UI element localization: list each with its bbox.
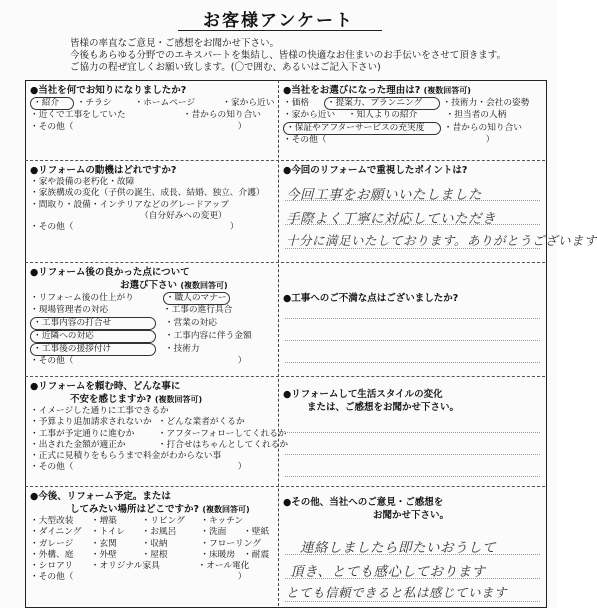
intro-line: ご協力の程ぜ宜しくお願い致します。(〇で囲む、あるいはご記入下さい): [70, 62, 381, 73]
intro-line: 今後もあらゆる分野でのエキスパートを集結し、皆様の快適なお住まいのお手伝いをさせて頂きます。: [70, 50, 507, 61]
option-row: [30, 572, 275, 583]
option-upgrade-note: （自分好みへの変更）: [140, 210, 227, 221]
question-heading: [30, 393, 275, 406]
question-comments: [283, 496, 543, 526]
question-future-plans: [30, 490, 275, 604]
option-row: [30, 516, 275, 527]
heading-note: (複数回答可): [154, 395, 203, 404]
option-aging[interactable]: ・家や設備の老朽化・故障: [30, 177, 135, 187]
option-storage[interactable]: ・収納: [141, 538, 168, 549]
question-concerns: [30, 380, 289, 486]
heading-text: ●当社をお選びになった理由は?: [283, 85, 421, 96]
option-row: [30, 428, 287, 440]
option-row: [283, 97, 543, 110]
option-renovation[interactable]: ・大型改装: [30, 516, 74, 526]
option-aftercare[interactable]: ・アフターフォローしてくれるか: [157, 428, 287, 439]
option-nearby-construction[interactable]: ・近くで工事をしていた: [30, 110, 126, 121]
heading-note: (複数回答可): [180, 281, 228, 290]
question-heading: または、ご感想をお聞かせ下さい。: [307, 402, 460, 413]
option-sales[interactable]: ・営業の対応: [164, 317, 217, 328]
option-fair-price[interactable]: ・出された金額が適正か: [30, 439, 126, 450]
question-heading: [30, 279, 275, 292]
option-all-electric[interactable]: ・オール電化: [197, 561, 250, 572]
heading-note: (複数回答可): [202, 505, 250, 514]
option-row: [30, 539, 275, 550]
option-price[interactable]: ・価格: [283, 98, 310, 108]
option-other-close: ）: [237, 572, 247, 583]
option-other-close: ）: [237, 356, 247, 367]
option-other[interactable]: ・その他（: [30, 572, 74, 583]
option-extension[interactable]: ・増築: [90, 516, 117, 526]
option-row: [30, 527, 275, 538]
section-divider: [25, 262, 545, 263]
option-row: [30, 305, 275, 316]
option-exterior-garden[interactable]: ・外構、庭: [30, 549, 74, 560]
handwritten-answer: 頂き、とても感心しております: [290, 564, 486, 580]
answer-line: [285, 318, 540, 319]
question-lifestyle: [283, 388, 543, 418]
intro-text: [70, 38, 540, 74]
option-row: [30, 462, 275, 473]
option-near-home[interactable]: ・家から近い: [222, 98, 275, 108]
question-good-points: [30, 266, 275, 374]
option-row: [30, 97, 275, 110]
option-living[interactable]: ・リビング: [141, 516, 185, 526]
option-meeting[interactable]: ・打合せはちゃんとしてくれるか: [157, 439, 289, 450]
option-flyer[interactable]: ・チラシ: [76, 98, 112, 108]
option-craftsman-manners[interactable]: ・職人のマナー: [163, 292, 230, 305]
option-finish[interactable]: ・リフォーム後の仕上がり: [30, 293, 134, 303]
option-exterior-wall[interactable]: ・外壁: [90, 549, 117, 560]
option-aftercare[interactable]: ・保証やアフターサービスの充実度: [283, 122, 441, 135]
option-row: [30, 292, 275, 305]
option-proposal[interactable]: ・提案力、プランニング: [324, 97, 440, 110]
option-other[interactable]: ・その他（: [30, 121, 74, 132]
question-heading: ●リフォームして生活スタイルの変化: [283, 389, 443, 400]
option-custom-furniture[interactable]: ・オリジナル家具: [90, 561, 160, 572]
option-extra-charge[interactable]: ・予算より追加請求されないか: [30, 417, 152, 428]
handwritten-answer: とても信頼できると私は感じています: [286, 585, 508, 600]
question-heading: お聞かせ下さい。: [373, 510, 450, 521]
option-bath[interactable]: ・お風呂: [141, 527, 177, 538]
heading-text: 不安を感じますか?: [70, 394, 152, 405]
option-unknown-price[interactable]: ・正式に見積りをもらうまで料金がわからない事: [30, 451, 222, 462]
option-contractor[interactable]: ・どんな業者がくるか: [157, 417, 245, 428]
option-row: [30, 110, 275, 121]
answer-line: [285, 601, 540, 602]
question-heading: ●リフォームを頼む時、どんな事に: [30, 381, 181, 392]
option-staff-personality[interactable]: ・担当者の人柄: [445, 110, 507, 121]
option-row: [30, 122, 275, 133]
question-dissatisfaction: [283, 292, 543, 312]
option-garage[interactable]: ・ガレージ: [30, 538, 74, 549]
option-technology[interactable]: ・技術力・会社の姿勢: [442, 98, 530, 108]
option-washroom[interactable]: ・洗面: [200, 527, 227, 538]
option-row: [283, 135, 543, 146]
option-dining[interactable]: ・ダイニング: [30, 527, 82, 538]
option-other-close: ）: [237, 462, 247, 473]
option-family-change[interactable]: ・家族構成の変化（子供の誕生、成長、結婚、独立、介護）: [30, 188, 265, 199]
answer-line: [285, 432, 540, 433]
question-heading: [283, 84, 543, 97]
heading-text: お選び下さい: [120, 280, 178, 291]
option-referral[interactable]: ・知人よりの紹介: [347, 110, 418, 121]
option-old-acquaintance[interactable]: ・昔からの知り合い: [443, 122, 522, 133]
question-how-known: [30, 84, 275, 160]
heading-text: してみたい場所はどこですか?: [70, 504, 200, 515]
option-homepage[interactable]: ・ホームページ: [134, 98, 196, 108]
option-image[interactable]: ・イメージした通りに工事できるか: [30, 406, 169, 416]
option-neighbors[interactable]: ・近隣への対応: [30, 330, 156, 343]
handwritten-answer: 十分に満足いたしております。ありがとうございます: [286, 233, 597, 248]
option-upgrade[interactable]: ・間取り・設備・インテリアなどのグレードアップ: [30, 199, 229, 210]
option-row: [30, 317, 275, 330]
question-motivation: [30, 164, 275, 260]
handwritten-answer: 手際よく丁寧に対応していただき: [286, 211, 496, 227]
question-heading: [30, 503, 275, 516]
option-skill[interactable]: ・技術力: [164, 344, 200, 355]
title-underline: [178, 30, 382, 31]
handwritten-answer: 今回工事をお願いいたしました: [286, 187, 482, 203]
option-earthquake[interactable]: ・耐震: [243, 549, 270, 560]
option-near-home[interactable]: ・家から近い: [283, 110, 336, 121]
option-cost[interactable]: ・工事内容に伴う金額: [164, 330, 252, 341]
option-site-manager[interactable]: ・現場管理者の対応: [30, 305, 109, 316]
option-row: [30, 330, 275, 343]
option-row: [30, 561, 275, 572]
intro-line: 皆様の率直なご意見・ご感想をお聞かせ下さい。: [70, 38, 280, 49]
question-heading: ●当社を何でお知りになりましたか?: [30, 85, 187, 96]
handwritten-answer: 連絡しましたら即たいおうして: [300, 540, 496, 556]
option-roof[interactable]: ・屋根: [141, 549, 168, 560]
question-heading: ●今回のリフォームで重視したポイントは?: [283, 165, 468, 176]
column-divider: [278, 80, 279, 606]
question-heading: ●今後、リフォーム予定。または: [30, 491, 171, 502]
option-row: [30, 550, 275, 561]
option-row: [283, 122, 543, 135]
option-referral[interactable]: ・紹介: [30, 97, 74, 110]
option-termite[interactable]: ・シロアリ: [30, 561, 74, 572]
survey-title: お客様アンケート: [203, 11, 354, 31]
option-entrance[interactable]: ・玄関: [90, 538, 117, 549]
option-meeting[interactable]: ・工事内容の打合せ: [30, 317, 156, 330]
option-floor-heating[interactable]: ・床暖房: [200, 549, 236, 560]
option-other[interactable]: ・その他（: [30, 356, 74, 367]
question-heading: ●工事へのご不満な点はございましたか?: [283, 293, 459, 304]
section-divider: [25, 486, 545, 487]
section-divider: [25, 160, 545, 161]
option-toilet[interactable]: ・トイレ: [90, 527, 126, 538]
option-flooring[interactable]: ・フローリング: [200, 538, 261, 549]
option-wallpaper[interactable]: ・壁紙: [243, 527, 270, 538]
option-cleanup[interactable]: ・工事後の援拶付け: [30, 343, 156, 356]
question-why-chosen: [283, 84, 543, 160]
option-row: [30, 356, 275, 367]
option-row: [30, 439, 289, 451]
heading-note: (複数回答可): [423, 86, 471, 95]
question-heading: ●リフォームの動機はどれですか?: [30, 165, 177, 176]
option-other[interactable]: ・その他（: [30, 462, 74, 473]
option-row: [30, 343, 275, 356]
option-other-close: ）: [237, 121, 247, 132]
answer-line: [285, 340, 540, 341]
section-divider: [25, 376, 545, 377]
option-row: [283, 110, 543, 121]
question-heading: ●その他、当社へのご意見・ご感想を: [283, 497, 444, 508]
option-row: [30, 417, 275, 428]
answer-line: [285, 454, 540, 455]
option-other-close: ）: [485, 134, 495, 145]
option-schedule[interactable]: ・工事が予定通りに進むか: [30, 428, 135, 439]
option-old-acquaintance[interactable]: ・昔からの知り合い: [182, 110, 261, 121]
option-progress[interactable]: ・工事の進行具合: [162, 305, 233, 316]
question-heading: ●リフォーム後の良かった点について: [30, 267, 190, 278]
answer-line: [285, 362, 540, 363]
option-other[interactable]: ・その他（ ）: [30, 222, 239, 233]
option-kitchen[interactable]: ・キッチン: [200, 516, 244, 526]
answer-line: [285, 476, 540, 477]
option-other[interactable]: ・その他（: [283, 134, 327, 145]
